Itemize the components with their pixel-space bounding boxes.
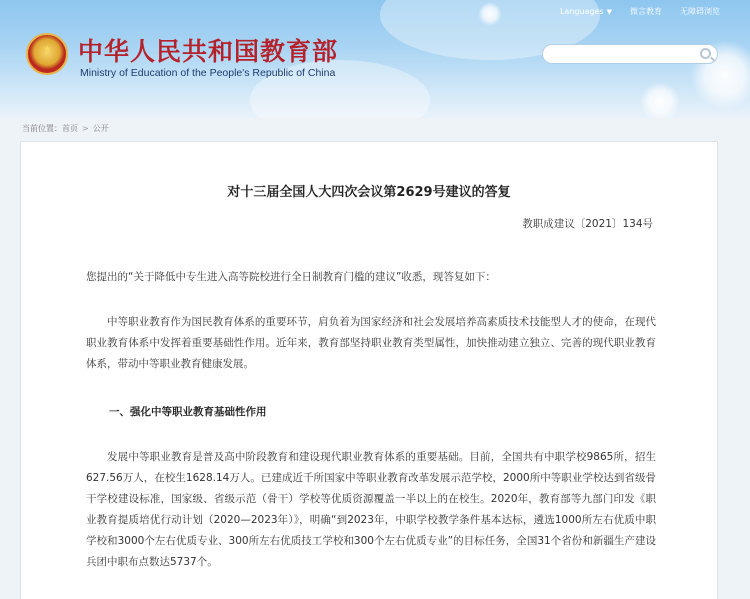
- body-paragraph: 发展中等职业教育是普及高中阶段教育和建设现代职业教育体系的重要基础。目前，全国共有中职学校9865所，招生627.56万人，在校生1628.14万人。已建成近千所国家中等职业教育改革发展示范学校，2000所中等职业学校达到省级骨干学校建设标准，国家级、省级示范（骨干）学校等优质资源覆盖一半以上的在校生。2020年，教育部等九部门印发《职业教育提质培优行动计划（2020—2023年）》，明确“到2023年，中职学校教学条件基本达标，遴选1000所左右优质中职学校和3000个左右优质专业、300所左右优质技工学校和300个左右优质专业”的目标任务，全国31个省份和新疆生产建设兵团中职布点数达5737个。: [86, 451, 656, 568]
- site-title-english: Ministry of Education of the People's Republic of China: [80, 67, 336, 79]
- breadcrumb-separator: >: [82, 124, 89, 133]
- accessibility-link[interactable]: 无障碍浏览: [680, 7, 720, 16]
- breadcrumb-item-home[interactable]: 首页: [62, 124, 78, 133]
- site-title[interactable]: 中华人民共和国教育部: [78, 37, 339, 66]
- greeting-paragraph: 您提出的“关于降低中专生进入高等院校进行全日制教育门槛的建议”收悉，现答复如下：: [86, 271, 496, 283]
- breadcrumb-item-public[interactable]: 公开: [92, 124, 109, 133]
- top-links: [524, 6, 720, 17]
- article-title: 对十三届全国人大四次会议第2629号建议的答复: [227, 185, 511, 200]
- weibo-link[interactable]: 微言教育: [630, 7, 662, 16]
- chevron-down-icon: ▼: [606, 8, 612, 16]
- search-input[interactable]: [542, 44, 718, 64]
- site-header: [0, 0, 750, 118]
- section-heading: 一、强化中等职业教育基础性作用: [109, 406, 267, 418]
- breadcrumb: [22, 123, 109, 134]
- dandelion-decoration: [640, 82, 680, 118]
- breadcrumb-prefix: 当前位置：: [22, 124, 62, 133]
- article-panel: [20, 141, 718, 599]
- intro-paragraph: 中等职业教育作为国民教育体系的重要环节，肩负着为国家经济和社会发展培养高素质技术技能型人才的使命，在现代职业教育体系中发挥着重要基础性作用。近年来，教育部坚持职业教育类型属性，加快推动建立独立、完善的现代职业教育体系，带动中等职业教育健康发展。: [86, 316, 656, 370]
- dandelion-decoration: [478, 2, 502, 26]
- star-icon: ★: [43, 44, 52, 55]
- languages-link[interactable]: Languages ▼: [559, 7, 612, 16]
- national-emblem-icon[interactable]: [26, 33, 68, 75]
- search-icon[interactable]: [700, 48, 711, 59]
- document-number: 教职成建议〔2021〕134号: [522, 218, 653, 230]
